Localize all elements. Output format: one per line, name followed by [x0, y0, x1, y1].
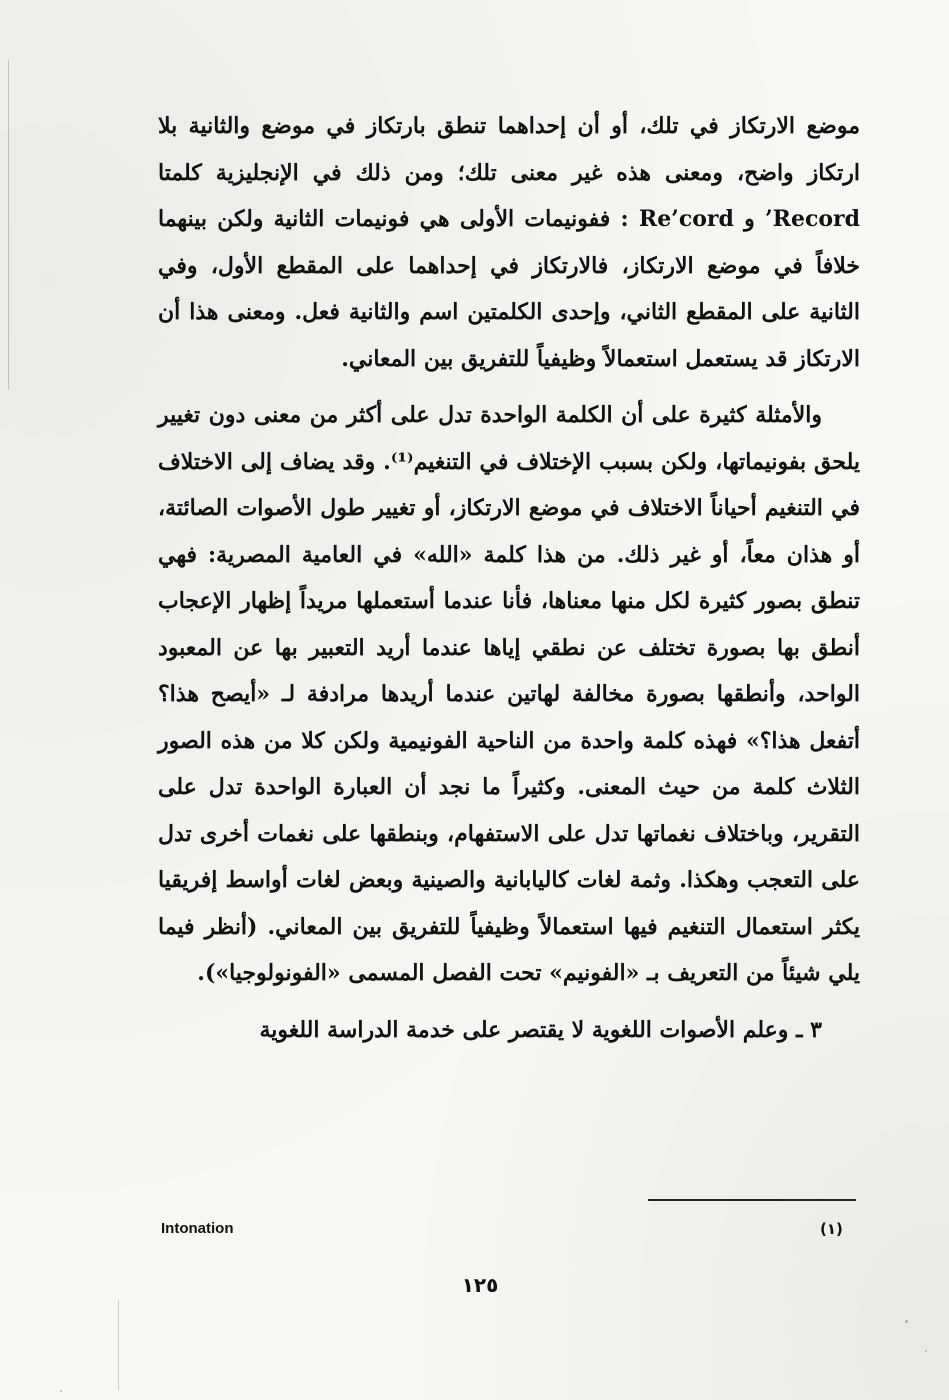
- main-text: [158, 103, 860, 1053]
- scan-edge-mark: [118, 1300, 119, 1390]
- page-number: ١٢٥: [461, 1273, 499, 1297]
- paragraph-intonation: والأمثلة كثيرة على أن الكلمة الواحدة تدل على أكثر من معنى دون تغيير يلحق بفونيماتها، ولكن بسبب الإختلاف في التنغيم⁽¹⁾. وقد يضاف إلى الاختلاف في التنغيم أحياناً الاختلاف في موضع الارتكاز، أو تغيير طول الأصوات الصائتة، أو هذان معاً، أو غير ذلك. من هذا كلمة «الله» في العامية المصرية: فهي تنطق بصور كثيرة لكل منها معناها، فأنا عندما أستعملها مريداً إظهار الإعجاب أنطق بها بصورة تختلف عن نطقي إياها عندما أريد التعبير بها عن المعبود الواحد، وأنطقها بصورة مخالفة لهاتين عندما أريدها مرادفة لـ «أيصح هذا؟ أتفعل هذا؟» فهذه كلمة واحدة من الناحية الفونيمية ولكن كلا من هذه الصور الثلاث كلمة من حيث المعنى. وكثيراً ما نجد أن العبارة الواحدة تدل على التقرير، وباختلاف نغماتها تدل على الاستفهام، وبنطقها على نغمات أخرى تدل على التعجب وهكذا. وثمة لغات كاليابانية والصينية وبعض لغات أواسط إفريقيا يكثر استعمال التنغيم فيها استعمالاً وظيفياً للتفريق بين المعاني. (أنظر فيما يلي شيئاً من التعريف بـ «الفونيم» تحت الفصل المسمى «الفونولوجيا»).: [158, 402, 861, 986]
- footnote-term: Intonation: [161, 1220, 234, 1237]
- footnote-separator: [648, 1199, 856, 1201]
- scan-edge-mark: [8, 60, 9, 390]
- footnote-marker: (١): [820, 1220, 843, 1238]
- paragraph-stress: موضع الارتكاز في تلك، أو أن إحداهما تنطق بارتكاز في موضع والثانية بلا ارتكاز واضح، ومعنى هذه غير معنى تلك؛ ومن ذلك في الإنجليزية كلمتا Record’ و Re’cord : ففونيمات الأولى هي فونيمات الثانية ولكن بينهما خلافاً في موضع الارتكاز، فالارتكاز في إحداهما على المقطع الأول، وفي الثانية على المقطع الثاني، وإحدى الكلمتين اسم والثانية فعل. ومعنى هذا أن الارتكاز قد يستعمل استعمالاً وظيفياً للتفريق بين المعاني.: [158, 113, 860, 372]
- paragraph-section-3: ٣ ـ وعلم الأصوات اللغوية لا يقتصر على خدمة الدراسة اللغوية: [259, 1016, 822, 1043]
- scan-speck: [905, 1320, 908, 1323]
- scan-speck: [925, 1350, 927, 1352]
- scan-speck: [60, 1390, 62, 1392]
